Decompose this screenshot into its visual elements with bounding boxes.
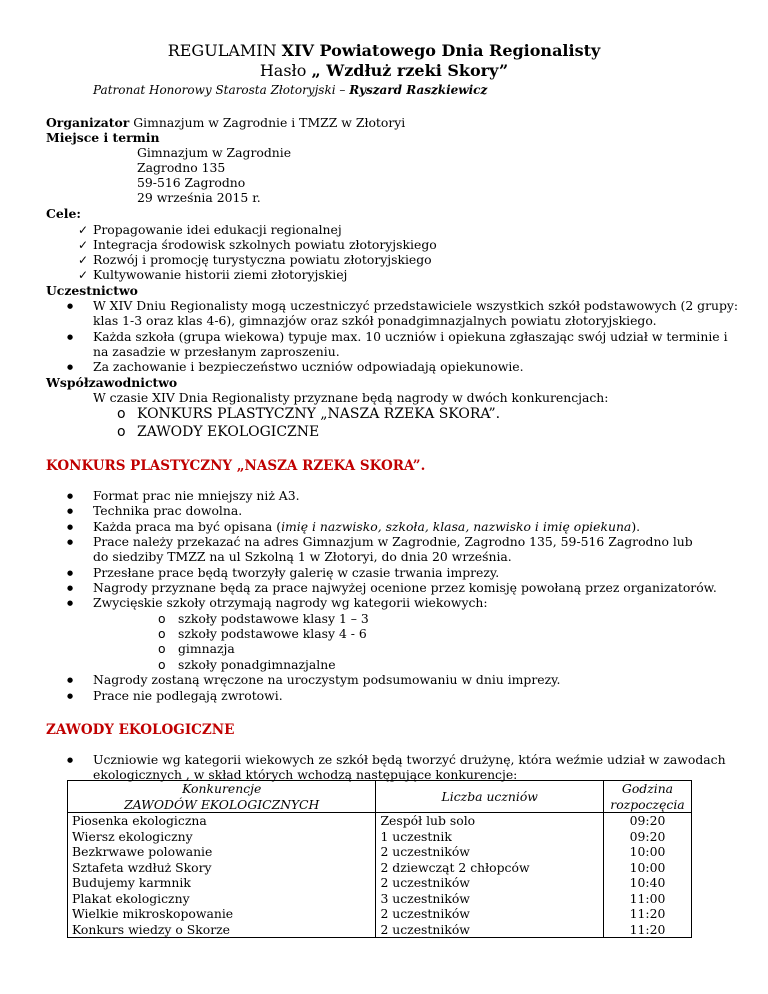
goal-item: ✓ Propagowanie idei edukacji regionalnej xyxy=(93,222,342,238)
competition-intro: W czasie XIV Dnia Regionalisty przyznane będą nagrody w dwóch konkurencjach: xyxy=(93,390,609,405)
art-category: o szkoły podstawowe klasy 1 – 3 xyxy=(178,611,369,627)
organizer-label: Organizator xyxy=(46,115,130,130)
art-rule-text: ). xyxy=(631,519,641,534)
table-row xyxy=(68,829,692,845)
place-date: 29 września 2015 r. xyxy=(137,190,261,205)
cell-competition: Konkurs wiedzy o Skorze xyxy=(68,922,376,938)
art-rule: ● Nagrody przyznane będą za prace najwyżej ocenione przez komisję powołaną przez organizatorów. xyxy=(93,580,717,596)
participation-item-cont: klas 1-3 oraz klas 4-6), gimnazjów oraz szkół ponadgimnazjalnych powiatu złotoryjskiego. xyxy=(93,313,657,328)
cell-time: 09:20 xyxy=(604,829,692,845)
table-row xyxy=(68,875,692,891)
organizer-value: Gimnazjum w Zagrodnie i TMZZ w Złotoryi xyxy=(133,115,406,130)
header-text: ZAWODÓW EKOLOGICZNYCH xyxy=(124,796,320,812)
competition-item: o KONKURS PLASTYCZNY „NASZA RZEKA SKORA”. xyxy=(137,406,500,422)
art-rule xyxy=(93,519,640,535)
table-row xyxy=(68,891,692,907)
art-category: o gimnazja xyxy=(178,641,235,657)
cell-count: 2 uczestników xyxy=(376,844,604,860)
table-header-count: Liczba uczniów xyxy=(376,781,604,813)
participation-item: ● W XIV Dniu Regionalisty mogą uczestniczyć przedstawiciele wszystkich szkół podstawowych (2 grupy: xyxy=(93,298,738,314)
goal-item: ✓ Integracja środowisk szkolnych powiatu złotoryjskiego xyxy=(93,237,437,253)
art-rule: ● Prace nie podlegają zwrotowi. xyxy=(93,688,283,704)
title-prefix: REGULAMIN xyxy=(167,41,277,60)
art-rule: ● Prace należy przekazać na adres Gimnazjum w Zagrodnie, Zagrodno 135, 59-516 Zagrodno lub xyxy=(93,534,693,550)
cell-competition: Sztafeta wzdłuż Skory xyxy=(68,860,376,876)
document-title xyxy=(0,41,768,61)
competition-item: o ZAWODY EKOLOGICZNE xyxy=(137,424,319,440)
place-label: Miejsce i termin xyxy=(46,130,160,145)
organizer-line xyxy=(46,115,405,131)
art-rule-italic: imię i nazwisko, szkoła, klasa, nazwisko i imię opiekuna xyxy=(281,519,632,534)
cell-count: Zespół lub solo xyxy=(376,813,604,829)
goals-label: Cele: xyxy=(46,206,81,221)
art-rule: ● Format prac nie mniejszy niż A3. xyxy=(93,488,300,504)
table-header-competition xyxy=(68,781,376,813)
cell-time: 09:20 xyxy=(604,813,692,829)
cell-count: 3 uczestników xyxy=(376,891,604,907)
cell-count: 2 uczestników xyxy=(376,875,604,891)
cell-count: 2 uczestników xyxy=(376,906,604,922)
cell-time: 10:00 xyxy=(604,860,692,876)
header-text: Konkurencje xyxy=(182,781,262,796)
art-contest-heading: KONKURS PLASTYCZNY „NASZA RZEKA SKORA”. xyxy=(46,458,426,474)
art-rule: ● Przesłane prace będą tworzyły galerię w czasie trwania imprezy. xyxy=(93,565,499,581)
goal-item: ✓ Kultywowanie historii ziemi złotoryjskiej xyxy=(93,267,347,283)
header-text: rozpoczęcia xyxy=(610,796,685,812)
art-rule: ● Zwycięskie szkoły otrzymają nagrody wg kategorii wiekowych: xyxy=(93,595,488,611)
eco-intro: ● Uczniowie wg kategorii wiekowych ze szkół będą tworzyć drużynę, która weźmie udział w zawodach xyxy=(93,752,726,768)
table-row xyxy=(68,860,692,876)
art-rule: ● Nagrody zostaną wręczone na uroczystym podsumowaniu w dniu imprezy. xyxy=(93,672,560,688)
table-row xyxy=(68,844,692,860)
cell-time: 11:20 xyxy=(604,922,692,938)
patron-name: Ryszard Raszkiewicz xyxy=(349,83,488,97)
cell-competition: Wiersz ekologiczny xyxy=(68,829,376,845)
table-row xyxy=(68,906,692,922)
art-category: o szkoły podstawowe klasy 4 - 6 xyxy=(178,626,367,642)
motto-prefix: Hasło xyxy=(259,61,307,80)
table-row xyxy=(68,813,692,829)
cell-count: 2 uczestników xyxy=(376,922,604,938)
cell-competition: Plakat ekologiczny xyxy=(68,891,376,907)
art-rule: ● Technika prac dowolna. xyxy=(93,503,242,519)
participation-item: ● Za zachowanie i bezpieczeństwo uczniów odpowiadają opiekunowie. xyxy=(93,359,524,375)
motto-bold: „ Wzdłuż rzeki Skory” xyxy=(311,61,509,80)
goal-item: ✓ Rozwój i promocję turystyczna powiatu złotoryjskiego xyxy=(93,252,432,268)
cell-time: 11:20 xyxy=(604,906,692,922)
cell-time: 11:00 xyxy=(604,891,692,907)
cell-competition: Budujemy karmnik xyxy=(68,875,376,891)
table-row xyxy=(68,922,692,938)
header-text: Godzina xyxy=(621,781,674,796)
eco-table xyxy=(67,780,692,938)
art-rule-text: Każda praca ma być opisana ( xyxy=(93,519,282,534)
cell-competition: Piosenka ekologiczna xyxy=(68,813,376,829)
place-line: Gimnazjum w Zagrodnie xyxy=(137,145,292,160)
art-rule-cont: do siedziby TMZZ na ul Szkolną 1 w Złotoryi, do dnia 20 września. xyxy=(93,549,512,564)
eco-intro-cont: ekologicznych , w skład których wchodzą następujące konkurencje: xyxy=(93,767,518,782)
participation-item: ● Każda szkoła (grupa wiekowa) typuje max. 10 uczniów i opiekuna zgłaszając swój udział w terminie i xyxy=(93,329,728,345)
participation-item-cont: na zasadzie w przesłanym zaproszeniu. xyxy=(93,344,340,359)
cell-count: 2 dziewcząt 2 chłopców xyxy=(376,860,604,876)
table-header-time xyxy=(604,781,692,813)
place-line: Zagrodno 135 xyxy=(137,160,226,175)
participation-label: Uczestnictwo xyxy=(46,283,138,298)
cell-count: 1 uczestnik xyxy=(376,829,604,845)
place-line: 59-516 Zagrodno xyxy=(137,175,246,190)
cell-competition: Wielkie mikroskopowanie xyxy=(68,906,376,922)
cell-time: 10:40 xyxy=(604,875,692,891)
patron-line xyxy=(93,83,487,97)
eco-heading: ZAWODY EKOLOGICZNE xyxy=(46,722,235,738)
title-bold: XIV Powiatowego Dnia Regionalisty xyxy=(281,41,601,60)
cell-time: 10:00 xyxy=(604,844,692,860)
art-category: o szkoły ponadgimnazjalne xyxy=(178,657,336,673)
table-header-row xyxy=(68,781,692,813)
motto xyxy=(0,61,768,81)
cell-competition: Bezkrwawe polowanie xyxy=(68,844,376,860)
patron-text: Patronat Honorowy Starosta Złotoryjski – xyxy=(93,83,346,97)
competition-label: Współzawodnictwo xyxy=(46,375,178,390)
